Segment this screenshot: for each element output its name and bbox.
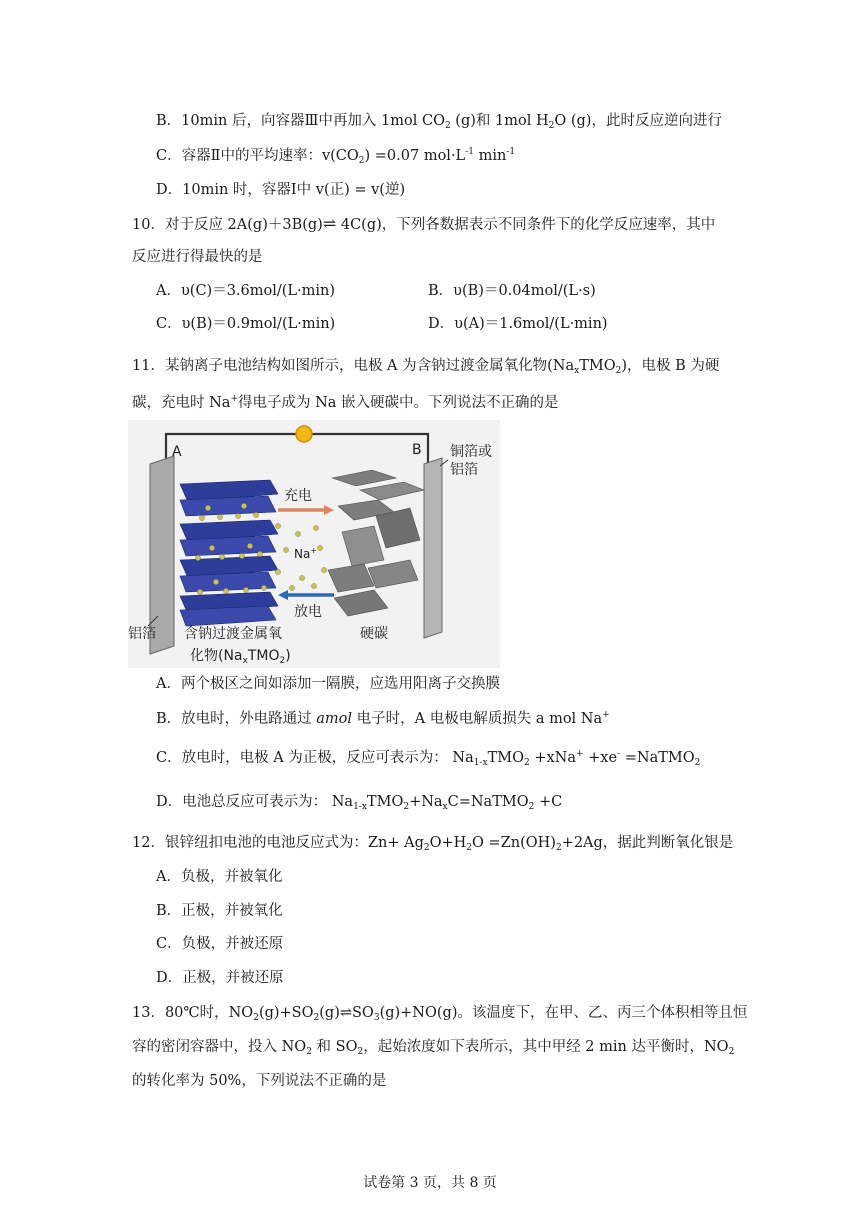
q9-option-c: C．容器Ⅱ中的平均速率：$v(CO_2) =0.07$ $mol\cdot L^{-1}$ $\min^{-1}$ (156, 147, 516, 166)
label-al-foil-b: 铝箔 (450, 462, 478, 478)
label-oxide-line1: 含钠过渡金属氧 (184, 626, 282, 642)
q11-option-c: C．放电时，电极 A 为正极，反应可表示为： $Na_{1-x}TMO_2 +xNa^+ +xe^-$ =NaTMO$_2$ (156, 749, 701, 768)
label-al-foil-a: 铝箔 (128, 626, 156, 642)
q13-stem-line2: 容的密闭容器中，投入 $NO_2$ 和 $SO_2$，起始浓度如下表所示，其中甲经 2 min 达平衡时，$NO_2$ (132, 1039, 735, 1057)
equilibrium-arrow: ⇌ (322, 214, 337, 233)
electrode-a-foil (150, 456, 174, 654)
q11-option-b: B．放电时，外电路通过 amol 电子时，A 电极电解质损失 a mol Na+ (156, 710, 610, 727)
q11-option-a: A．两个极区之间如添加一隔膜，应选用阳离子交换膜 (156, 676, 500, 692)
q9-option-d: D．10min 时，容器Ⅰ中 v(正) = v(逆) (156, 182, 406, 198)
q9-option-b: B．10min 后，向容器Ⅲ中再加入 1mol $CO_2$ (g)和 1mol $H_2O$ (g)，此时反应逆向进行 (156, 113, 722, 131)
q12-option-b: B．正极，并被氧化 (156, 903, 283, 919)
label-na-ion: Na+ (294, 546, 318, 561)
sodium-ion-battery-figure (128, 420, 500, 668)
label-electrode-b: B (412, 442, 422, 458)
q13-stem-line1: 13．80℃时，$NO_2(g)+SO_2(g)\rightleftharpoons SO_3(g)+NO(g)$。该温度下，在甲、乙、丙三个体积相等且恒 (132, 1005, 748, 1023)
q10-stem-line1: 10．对于反应 2A(g)＋3B(g)⇌ 4C(g)，下列各数据表示不同条件下的化学反应速率，其中 (132, 214, 716, 233)
q13-stem-line3: 的转化率为 50%，下列说法不正确的是 (132, 1073, 387, 1089)
q10-stem-line2: 反应进行得最快的是 (132, 249, 263, 265)
q12-option-c: C．负极，并被还原 (156, 936, 284, 952)
label-electrode-a: A (172, 444, 182, 460)
q11-stem-line1: 11．某钠离子电池结构如图所示，电极 A 为含钠过渡金属氧化物$(Na_xTMO_2)$，电极 B 为硬 (132, 358, 720, 376)
q10-option-c: C．υ(B)＝0.9mol/(L·min) (156, 316, 336, 332)
label-hard-carbon: 硬碳 (360, 626, 388, 642)
q12-stem: 12．银锌纽扣电池的电池反应式为：$Zn+ Ag_2O+H_2O =Zn(OH)_2+2Ag$，据此判断氧化银是 (132, 835, 734, 853)
label-charge: 充电 (284, 488, 312, 504)
q10-option-a: A．υ(C)＝3.6mol/(L·min) (156, 283, 336, 299)
q11-option-d: D．电池总反应可表示为： $Na_{1-x}TMO_2+Na_xC=NaTMO_2 +C$ (156, 794, 563, 812)
q11-stem-line2: 碳，充电时 Na+得电子成为 Na 嵌入硬碳中。下列说法不正确的是 (132, 394, 559, 411)
q10-option-d: D．υ(A)＝1.6mol/(L·min) (428, 316, 608, 332)
label-oxide-line2: 化物$(Na_xTMO_2)$ (190, 648, 291, 666)
bulb-icon (296, 426, 312, 442)
electrode-b-foil (424, 458, 442, 638)
q12-option-d: D．正极，并被还原 (156, 970, 284, 986)
q12-option-a: A．负极，并被氧化 (156, 869, 283, 885)
q10-option-b: B．υ(B)＝0.04mol/(L·s) (428, 283, 596, 299)
page-footer: 试卷第 3 页，共 8 页 (363, 1175, 497, 1191)
label-copper-foil: 铜箔或 (450, 444, 492, 460)
label-discharge: 放电 (294, 604, 322, 620)
